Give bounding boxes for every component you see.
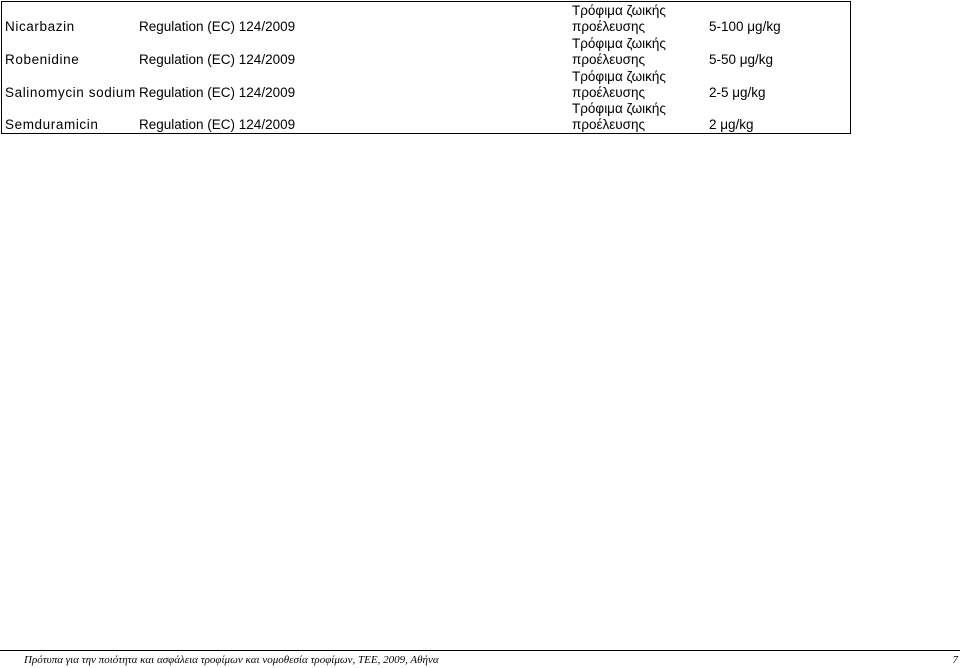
category-line: Τρόφιμα ζωικής <box>572 2 666 18</box>
category-cell <box>569 35 706 68</box>
limit-cell: 5-50 μg/kg <box>709 51 774 67</box>
category-cell <box>569 101 706 134</box>
category-cell <box>569 2 706 35</box>
footer-citation: Πρότυπα για την ποιότητα και ασφάλεια τροφίμων και νομοθεσία τροφίμων, ΤΕΕ, 2009, Αθήνα <box>24 654 439 666</box>
regulation-cell: Regulation (EC) 124/2009 <box>139 84 296 100</box>
substance-cell: Nicarbazin <box>2 2 137 35</box>
category-line: Τρόφιμα ζωικής <box>572 68 666 84</box>
regulation-cell: Regulation (EC) 124/2009 <box>139 51 296 67</box>
category-line: προέλευσης <box>572 84 646 100</box>
limits-table <box>1 1 851 134</box>
table-row <box>2 35 851 68</box>
category-line: Τρόφιμα ζωικής <box>572 35 666 51</box>
substance-cell: Salinomycin sodium <box>5 84 136 100</box>
limit-cell: 2-5 μg/kg <box>709 84 766 100</box>
page-number: 7 <box>952 654 958 666</box>
limit-cell: 2 μg/kg <box>706 101 851 134</box>
regulation-cell: Regulation (EC) 124/2009 <box>136 2 569 35</box>
table-row <box>2 101 851 134</box>
substance-cell: Robenidine <box>5 51 80 67</box>
category-line: Τρόφιμα ζωικής <box>572 101 666 116</box>
substance-cell: Semduramicin <box>2 101 137 134</box>
category-line: προέλευσης <box>572 18 646 34</box>
table-row <box>2 2 851 35</box>
regulation-cell: Regulation (EC) 124/2009 <box>136 101 569 134</box>
category-line: προέλευσης <box>572 117 646 132</box>
limit-cell: 5-100 μg/kg <box>706 2 851 35</box>
category-line: προέλευσης <box>572 51 646 67</box>
category-cell <box>569 68 706 101</box>
table-row <box>2 68 851 101</box>
page-footer <box>0 650 960 667</box>
